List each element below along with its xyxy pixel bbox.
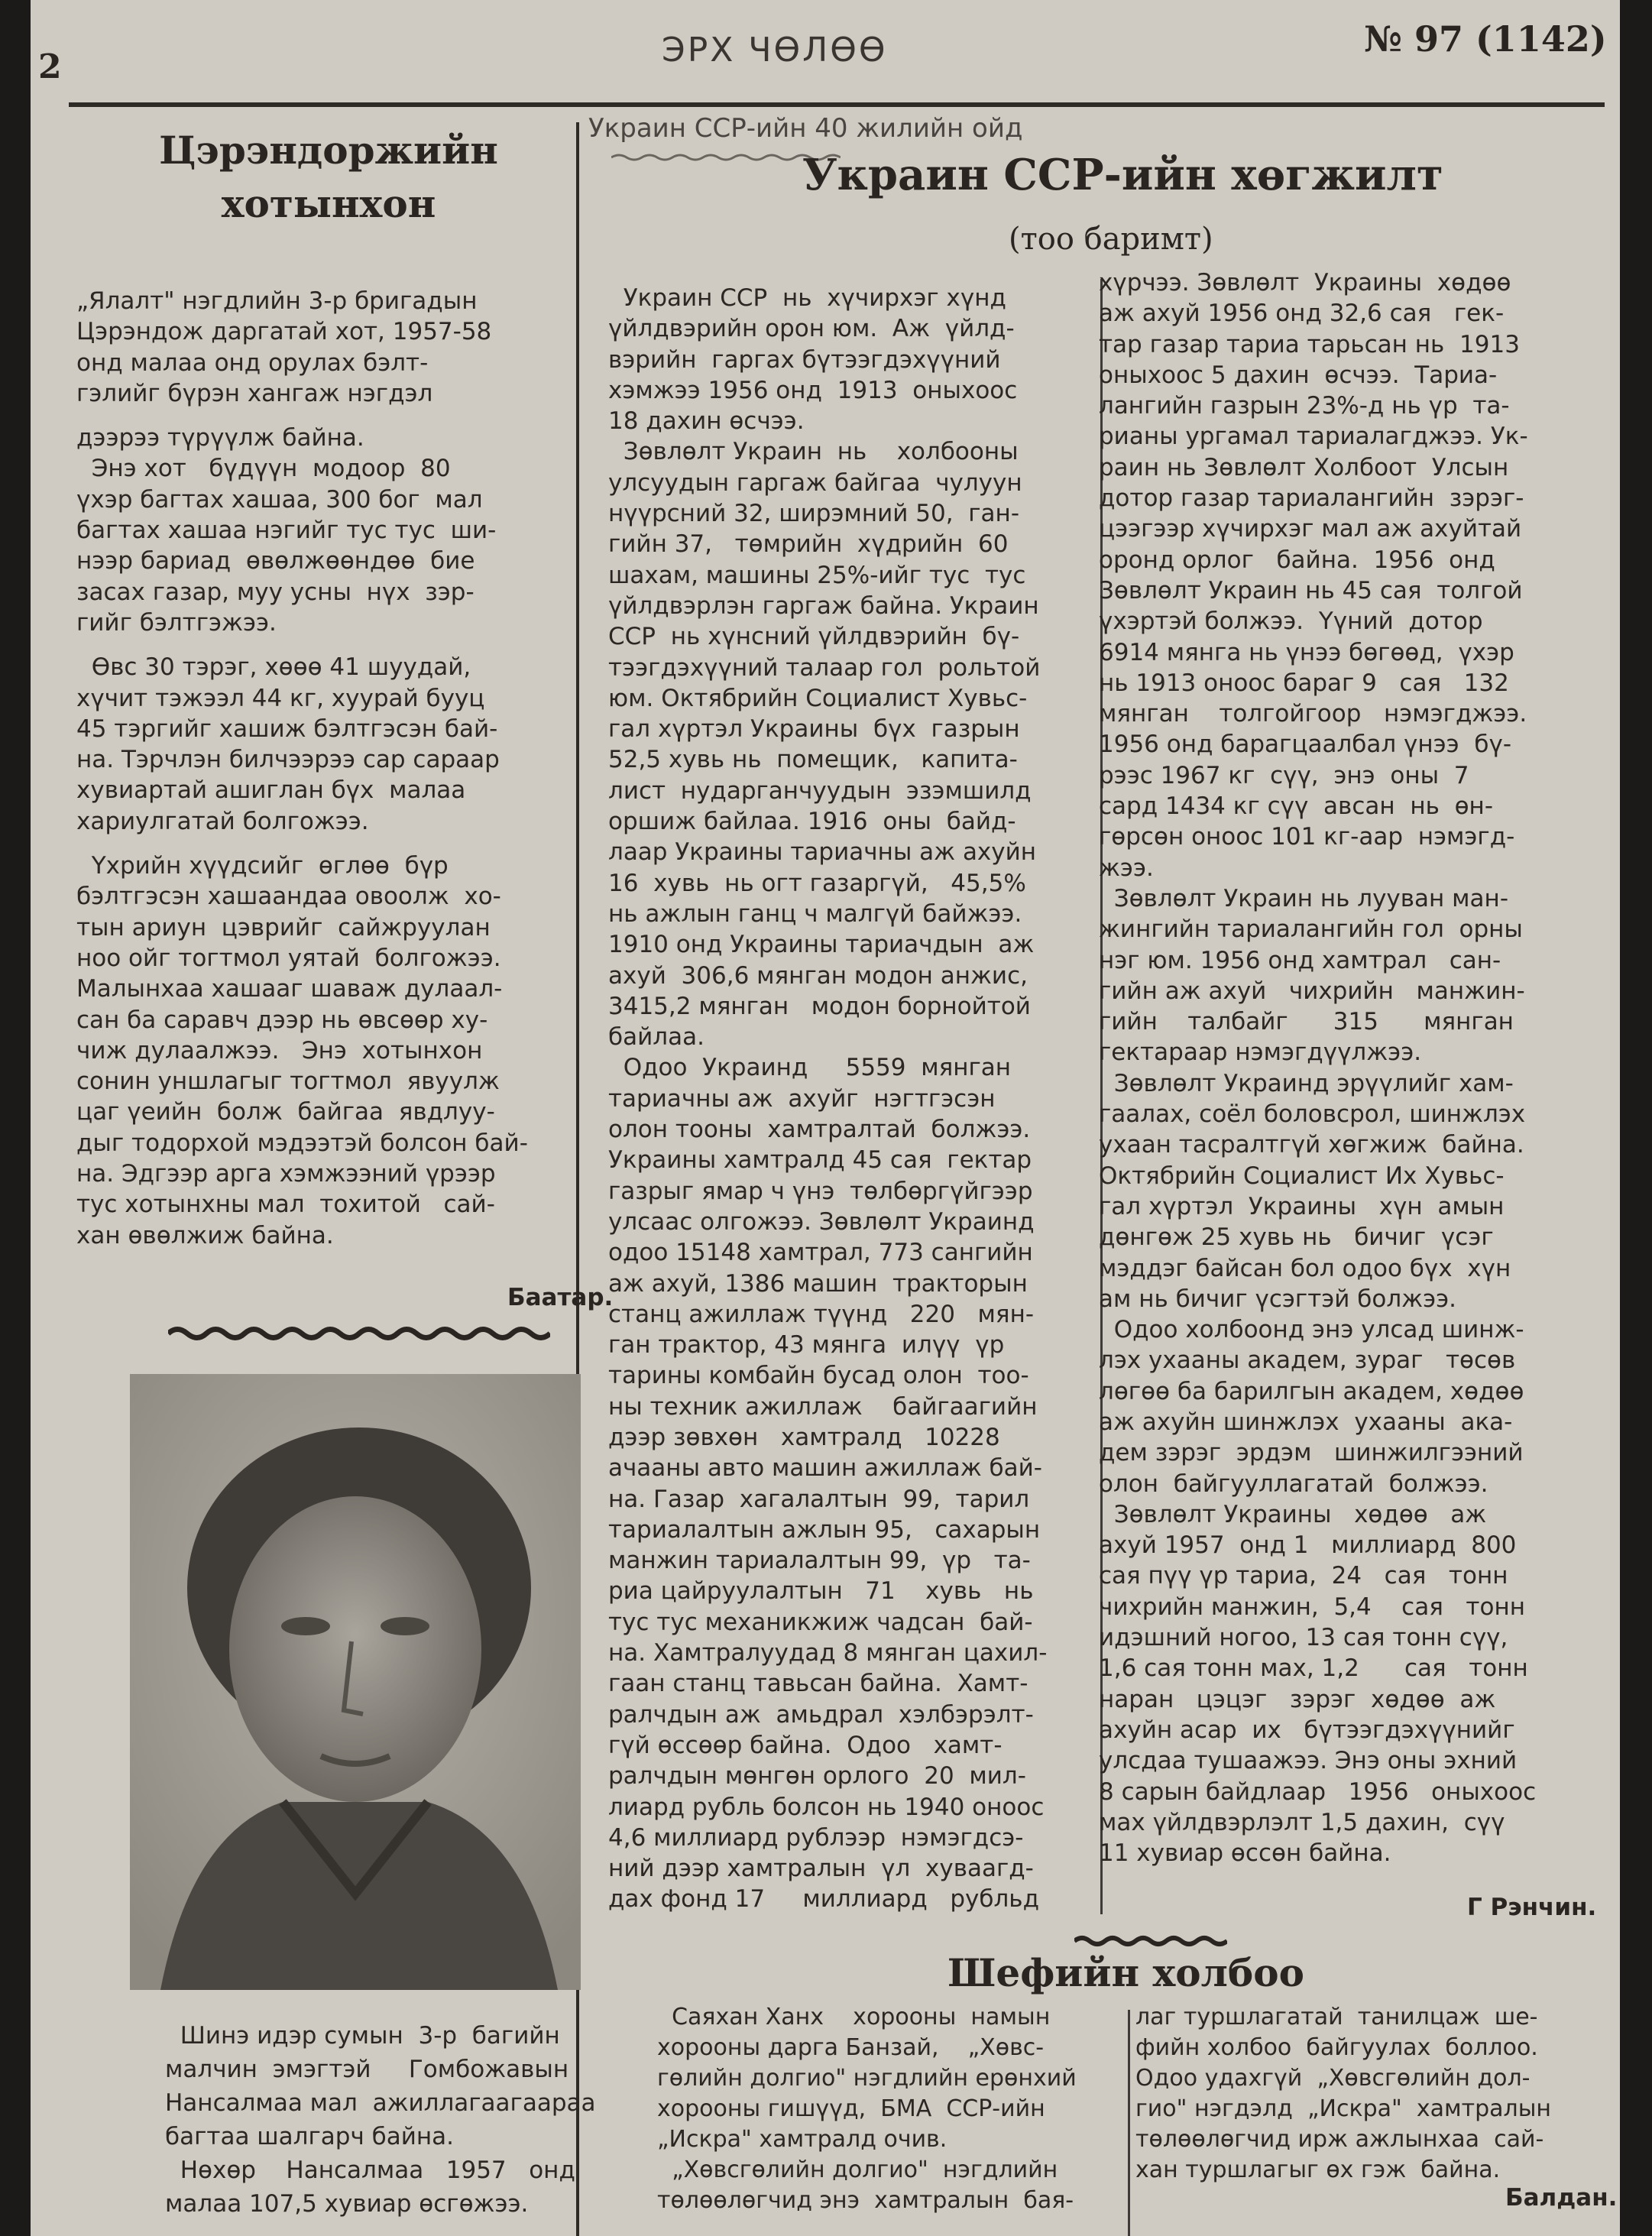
text-line: ний дээр хамтралын үл хуваагд-	[608, 1855, 1034, 1883]
text-line: сан ба саравч дээр нь өвсөөр ху-	[76, 1006, 488, 1034]
text-line: 16 хувь нь огт газаргүй, 45,5%	[608, 869, 1026, 897]
text-line: лангийн газрын 23%-д нь үр та-	[1099, 392, 1510, 420]
text-line: дотор газар тариалангийн зэрэг-	[1099, 484, 1524, 513]
text-line: гал хүртэл Украины хүн амын	[1099, 1192, 1505, 1220]
text-line: хан өвөлжиж байна.	[76, 1221, 334, 1249]
text-line: ноо ойг тогтмол уятай болгожээ.	[76, 944, 501, 972]
text-line: оныхоос 5 дахин өсчээ. Тариа-	[1099, 361, 1498, 389]
text-line: аж ахуйн шинжлэх ухааны ака-	[1099, 1408, 1513, 1436]
text-line: манжин тариалалтын 99, үр та-	[608, 1547, 1031, 1575]
text-line: ралчдын мөнгөн орлого 20 мил-	[608, 1762, 1026, 1790]
text-line: цээгээр хүчирхэг мал аж ахуйтай	[1099, 515, 1522, 543]
portrait-photo	[130, 1374, 581, 1990]
text-line: гөлийн долгио" нэгдлийн ерөнхий	[657, 2065, 1077, 2092]
text-line: тарины комбайн бусад олон тоо-	[608, 1362, 1029, 1390]
text-line: 6914 мянга нь үнээ бөгөөд, үхэр	[1099, 638, 1514, 666]
text-line: гаалах, соёл боловсрол, шинжлэх	[1099, 1100, 1526, 1129]
text-line: тар газар тариа тарьсан нь 1913	[1099, 330, 1520, 358]
text-line: жээ.	[1099, 854, 1154, 882]
text-line: гио" нэгдэлд „Искра" хамтралын	[1135, 2095, 1552, 2122]
text-line: хан туршлагыг өх гэж байна.	[1135, 2157, 1501, 2183]
text-line: багтах хашаа нэгийг тус тус ши-	[76, 517, 497, 545]
text-line: дээрээ түрүүлж байна.	[76, 424, 364, 452]
shef-article-signature: Балдан.	[1505, 2184, 1618, 2212]
text-line: на. Хамтралуудад 8 мянган цахил-	[608, 1639, 1048, 1667]
shef-article-column-2	[1135, 2002, 1551, 2186]
text-line: хүрчээ. Зөвлөлт Украины хөдөө	[1099, 269, 1511, 297]
text-line: дыг тодорхой мэдээтэй болсон бай-	[76, 1129, 528, 1157]
text-line: Зөвлөлт Украины хөдөө аж	[1099, 1500, 1487, 1528]
text-line: гийг бэлтгэжээ.	[76, 608, 277, 637]
text-line: нүүрсний 32, ширэмний 50, ган-	[608, 500, 1020, 528]
text-line: 4,6 миллиард рублээр нэмэгдсэ-	[608, 1823, 1024, 1852]
text-line: идэшний ногоо, 13 сая тонн сүү,	[1099, 1624, 1508, 1652]
text-line: наран цэцэг зэрэг хөдөө аж	[1099, 1685, 1496, 1713]
text-line: үйлдвэрийн орон юм. Аж үйлд-	[608, 315, 1015, 343]
text-line: сая пүү үр тариа, 24 сая тонн	[1099, 1562, 1508, 1590]
text-line: Нансалмаа мал ажиллагаагаараа	[165, 2089, 596, 2117]
text-line: үхэртэй болжээ. Үүний дотор	[1099, 608, 1483, 636]
text-line	[76, 837, 528, 851]
text-line: улсаас олгожээ. Зөвлөлт Украинд	[608, 1207, 1035, 1236]
page-number: 2	[38, 47, 62, 86]
text-line: лөгөө ба барилгын академ, хөдөө	[1099, 1377, 1524, 1405]
text-line: гэлийг бүрэн хангаж нэгдэл	[76, 379, 433, 407]
text-line: төлөөлөгчид энэ хамтралын бая-	[657, 2187, 1074, 2214]
text-line: дах фонд 17 миллиард рубльд	[608, 1885, 1040, 1914]
main-article-title: Украин ССР-ийн хөгжилт	[802, 150, 1443, 200]
main-article-kicker: Украин ССР-ийн 40 жилийн ойд	[588, 113, 1023, 144]
left-separator-ornament	[168, 1325, 550, 1342]
text-line: вэрийн гаргах бүтээгдэхүүний	[608, 345, 1001, 374]
text-line: үйлдвэрлэн гаргаж байна. Украин	[608, 591, 1039, 620]
issue-number: № 97 (1142)	[1364, 18, 1607, 60]
text-line: гийн 37, төмрийн хүдрийн 60	[608, 530, 1009, 559]
text-line	[76, 409, 528, 423]
portrait-silhouette	[130, 1374, 581, 1990]
text-line: шахам, машины 25%-ийг тус тус	[608, 561, 1026, 589]
text-line: тын ариун цэврийг сайжруулан	[76, 913, 491, 941]
text-line: гийн аж ахуй чихрийн манжин-	[1099, 977, 1525, 1005]
text-line: ухаан тасралтгүй хөгжиж байна.	[1099, 1131, 1524, 1159]
text-line: ны техник ажиллаж байгаагийн	[608, 1392, 1038, 1421]
text-line: чиж дулаалжээ. Энэ хотынхон	[76, 1036, 483, 1065]
text-line: засах газар, муу усны нүх зэр-	[76, 578, 475, 606]
text-line: газрыг ямар ч үнэ төлбөргүйгээр	[608, 1177, 1033, 1205]
text-line: Энэ хот бүдүүн модоор 80	[76, 455, 451, 483]
text-line: Үхрийн хүүдсийг өглөө бүр	[76, 852, 449, 880]
text-line: „Хөвсгөлийн долгио" нэгдлийн	[657, 2157, 1058, 2183]
text-line: Зөвлөлт Украин нь 45 сая толгой	[1099, 576, 1523, 604]
text-line: „Искра" хамтралд очив.	[657, 2126, 947, 2153]
text-line: Цэрэндож даргатай хот, 1957-58	[76, 318, 492, 346]
text-line: үхэр багтах хашаа, 300 бог мал	[76, 485, 483, 514]
newspaper-page	[31, 0, 1620, 2236]
text-line: хорооны гишүүд, БМА ССР-ийн	[657, 2095, 1045, 2122]
text-line: олон тооны хамтралтай болжээ.	[608, 1116, 1031, 1144]
text-line: сард 1434 кг сүү авсан нь өн-	[1099, 792, 1494, 821]
text-line: дем зэрэг эрдэм шинжилгээний	[1099, 1439, 1524, 1467]
text-line: хувиартай ашиглан бүх малаа	[76, 776, 466, 805]
text-line: на. Тэрчлэн билчээрээ сар сараар	[76, 746, 500, 774]
text-line	[76, 638, 528, 652]
text-line: Одоо холбоонд энэ улсад шинж-	[1099, 1316, 1524, 1344]
main-article-signature: Г Рэнчин.	[1467, 1894, 1597, 1921]
text-line: рианы ургамал тариалагджээ. Ук-	[1099, 423, 1528, 451]
text-line: хүчит тэжээл 44 кг, хуурай бууц	[76, 684, 485, 712]
text-line: Өвс 30 тэрэг, хөөө 41 шуудай,	[76, 653, 471, 682]
text-line: рээс 1967 кг сүү, энэ оны 7	[1099, 761, 1469, 789]
text-line: 1910 онд Украины тариачдын аж	[608, 931, 1035, 959]
text-line: лиард рубль болсон нь 1940 оноос	[608, 1793, 1045, 1821]
text-line: станц ажиллаж түүнд 220 мян-	[608, 1300, 1035, 1328]
text-line: раин нь Зөвлөлт Холбоот Улсын	[1099, 453, 1509, 481]
text-line: риа цайруулалтын 71 хувь нь	[608, 1577, 1034, 1606]
text-line: бэлтгэсэн хашаандаа овоолж хо-	[76, 883, 501, 911]
text-line: Нөхөр Нансалмаа 1957 онд	[165, 2157, 575, 2184]
text-line: ралчдын аж амьдрал хэлбэрэлт-	[608, 1700, 1034, 1729]
text-line: гектараар нэмэгдүүлжээ.	[1099, 1039, 1422, 1067]
text-line: „Ялалт" нэгдлийн 3-р бригадын	[76, 287, 478, 315]
column-divider-bottom	[1128, 2010, 1130, 2236]
text-line: ахуй 306,6 мянган модон анжис,	[608, 961, 1028, 990]
text-line: на. Эдгээр арга хэмжээний үрээр	[76, 1160, 496, 1188]
text-line: лэх ухааны академ, зураг төсөв	[1099, 1346, 1516, 1375]
shef-article-column-1	[657, 2002, 1077, 2216]
text-line: одоо 15148 хамтрал, 773 сангийн	[608, 1239, 1033, 1267]
text-line: олон байгууллагатай болжээ.	[1099, 1470, 1488, 1498]
text-line: ахуйн асар их бүтээгдэхүүнийг	[1099, 1716, 1515, 1744]
main-separator-ornament	[1074, 1935, 1227, 1947]
text-line: онд малаа онд орулах бэлт-	[76, 348, 429, 377]
left-article-body	[76, 286, 528, 1251]
text-line: Украин ССР нь хүчирхэг хүнд	[608, 284, 1006, 312]
text-line: тариачны аж ахуйг нэгтгэсэн	[608, 1084, 996, 1113]
text-line: байлаа.	[608, 1023, 705, 1052]
shef-article-title: Шефийн холбоо	[947, 1950, 1304, 1995]
text-line: нэг юм. 1956 онд хамтрал сан-	[1099, 946, 1501, 974]
text-line: 11 хувиар өссөн байна.	[1099, 1839, 1391, 1868]
text-line: лист нударганчуудын эзэмшилд	[608, 776, 1032, 805]
text-line: чихрийн манжин, 5,4 сая тонн	[1099, 1593, 1525, 1621]
text-line: дээр зөвхөн хамтралд 10228	[608, 1423, 1000, 1451]
text-line: тус хотынхны мал тохитой сай-	[76, 1191, 495, 1219]
text-line: дөнгөж 25 хувь нь бичиг үсэг	[1099, 1223, 1494, 1252]
text-line: ССР нь хүнсний үйлдвэрийн бү-	[608, 623, 1020, 651]
text-line: нээр бариад өвөлжөөндөө бие	[76, 547, 475, 575]
text-line: нь ажлын ганц ч малгүй байжээ.	[608, 899, 1022, 928]
text-line: лаар Украины тариачны аж ахуйн	[608, 838, 1037, 867]
text-line: оршиж байлаа. 1916 оны байд-	[608, 808, 1016, 836]
text-line: аж ахуй 1956 онд 32,6 сая гек-	[1099, 300, 1505, 328]
text-line: хэмжээ 1956 онд 1913 оныхоос	[608, 376, 1018, 404]
text-line: 8 сарын байдлаар 1956 оныхоос	[1099, 1777, 1537, 1806]
text-line: улсдаа тушаажээ. Энэ оны эхний	[1099, 1747, 1518, 1775]
main-article-subtitle: (тоо баримт)	[1009, 222, 1213, 257]
text-line: аж ахуй, 1386 машин тракторын	[608, 1269, 1028, 1298]
text-line: 3415,2 мянган модон борнойтой	[608, 992, 1031, 1020]
text-line: Зөвлөлт Украин нь холбооны	[608, 438, 1019, 466]
text-line: мах үйлдвэрлэлт 1,5 дахин, сүү	[1099, 1808, 1505, 1836]
text-line: Украины хамтралд 45 сая гектар	[608, 1146, 1032, 1175]
text-line: 52,5 хувь нь помещик, капита-	[608, 746, 1018, 774]
text-line: на. Газар хагалалтын 99, тарил	[608, 1485, 1030, 1513]
text-line: Шинэ идэр сумын 3-р багийн	[165, 2022, 560, 2050]
text-line: юм. Октябрийн Социалист Хувьс-	[608, 684, 1028, 712]
text-line: хорооны дарга Банзай, „Хөвс-	[657, 2034, 1045, 2061]
header-rule	[69, 102, 1605, 107]
text-line: мянган толгойгоор нэмэгджээ.	[1099, 700, 1527, 728]
main-article-column-1	[608, 283, 1047, 1915]
left-article-signature: Баатар.	[507, 1284, 614, 1311]
left-article-title-line2: хотынхон	[221, 181, 436, 226]
text-line: тариалалтын ажлын 95, сахарын	[608, 1515, 1041, 1544]
text-line: гийн талбайг 315 мянган	[1099, 1008, 1514, 1036]
text-line: малаа 107,5 хувиар өсгөжээ.	[165, 2190, 529, 2218]
text-line: улсуудын гаргаж байгаа чулуун	[608, 468, 1022, 497]
text-line: Одоо Украинд 5559 мянган	[608, 1054, 1012, 1082]
text-line: ахуй 1957 онд 1 миллиард 800	[1099, 1531, 1517, 1560]
text-line: гаан станц тавьсан байна. Хамт-	[608, 1670, 1028, 1698]
text-line: 18 дахин өсчээ.	[608, 407, 805, 436]
text-line: малчин эмэгтэй Гомбожавын	[165, 2056, 569, 2083]
text-line: Малынхаа хашааг шаваж дулаал-	[76, 975, 503, 1003]
text-line: Одоо удахгүй „Хөвсгөлийн дол-	[1135, 2065, 1531, 2092]
text-line: тус тус механикжиж чадсан бай-	[608, 1608, 1033, 1636]
text-line: 1,6 сая тонн мах, 1,2 сая тонн	[1099, 1654, 1528, 1683]
text-line: нь 1913 оноос бараг 9 сая 132	[1099, 669, 1509, 697]
text-line: гал хүртэл Украины бүх газрын	[608, 715, 1020, 744]
text-line: жингийн тариалангийн гол орны	[1099, 915, 1523, 944]
text-line: цаг үеийн болж байгаа явдлуу-	[76, 1098, 495, 1126]
text-line: фийн холбоо байгуулах боллоо.	[1135, 2034, 1538, 2061]
text-line: ам нь бичиг үсэгтэй болжээ.	[1099, 1285, 1456, 1313]
text-line: сонин уншлагыг тогтмол явуулж	[76, 1068, 500, 1096]
main-article-column-2	[1099, 267, 1536, 1868]
text-line: гүй өссөөр байна. Одоо хамт-	[608, 1731, 1003, 1759]
text-line: 45 тэргийг хашиж бэлтгэсэн бай-	[76, 715, 498, 743]
photo-caption	[165, 2019, 596, 2221]
text-line: төлөөлөгчид ирж ажлынхаа сай-	[1135, 2126, 1544, 2153]
text-line: гөрсөн оноос 101 кг-аар нэмэгд-	[1099, 823, 1515, 851]
text-line: Зөвлөлт Украинд эрүүлийг хам-	[1099, 1069, 1514, 1097]
text-line: багтаа шалгарч байна.	[165, 2123, 454, 2150]
text-line: тээгдэхүүний талаар гол рольтой	[608, 653, 1041, 682]
text-line: хариулгатай болгожээ.	[76, 807, 369, 835]
text-line: ган трактор, 43 мянга илүү үр	[608, 1331, 1005, 1359]
text-line: Октябрийн Социалист Их Хувьс-	[1099, 1162, 1505, 1190]
text-line: ачааны авто машин ажиллаж бай-	[608, 1454, 1042, 1483]
text-line: Зөвлөлт Украин нь лууван ман-	[1099, 884, 1509, 912]
left-article-title-line1: Цэрэндоржийн	[159, 128, 498, 173]
text-line: 1956 онд барагцаалбал үнээ бү-	[1099, 731, 1512, 759]
text-line: мэддэг байсан бол одоо бүх хүн	[1099, 1254, 1511, 1282]
text-line: Саяхан Ханх хорооны намын	[657, 2004, 1051, 2030]
text-line: оронд орлог байна. 1956 онд	[1099, 546, 1495, 574]
text-line: лаг туршлагатай танилцаж ше-	[1135, 2004, 1538, 2030]
newspaper-title: ЭРХ ЧӨЛӨӨ	[662, 31, 888, 70]
